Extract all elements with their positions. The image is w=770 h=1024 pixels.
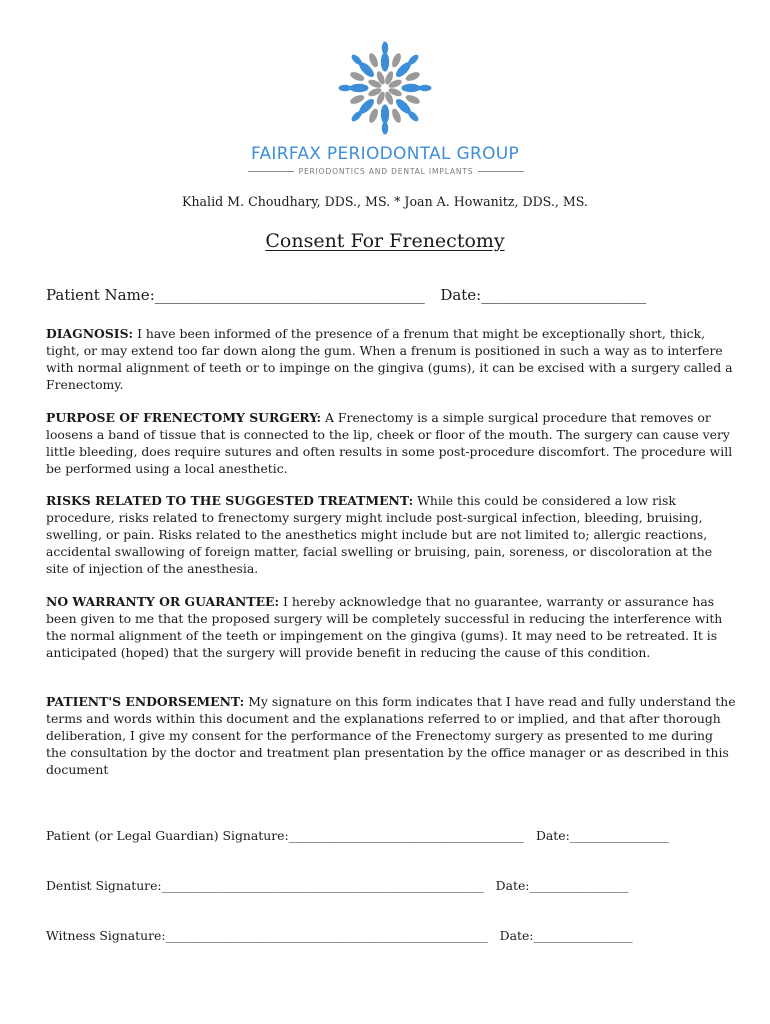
patient-date-field[interactable]: ________________ xyxy=(569,828,669,843)
logo-petal xyxy=(349,70,366,82)
divider xyxy=(478,171,524,172)
risks-heading: RISKS RELATED TO THE SUGGESTED TREATMENT: xyxy=(46,493,414,508)
logo-petal xyxy=(390,52,402,69)
brand-name: FAIRFAX PERIODONTAL GROUP xyxy=(250,144,520,164)
endorsement-text: My signature on this form indicates that I have read and fully understand the terms and words within this document and the explanations referred to or implied, and that after thorough deliberation, I give my consent for the performance of the Frenectomy surgery as presented to me during the consultation by the doctor and treatment plan presentation by the office manager or as described in this document xyxy=(46,694,736,777)
purpose-heading: PURPOSE OF FRENECTOMY SURGERY: xyxy=(46,410,322,425)
warranty-heading: NO WARRANTY OR GUARANTEE: xyxy=(46,594,280,609)
logo-petal xyxy=(402,84,421,92)
patient-name-row xyxy=(46,286,746,304)
logo-petal xyxy=(382,42,388,55)
logo-petal xyxy=(390,107,402,124)
snowflake-logo-icon xyxy=(337,40,433,136)
witness-date-field[interactable]: ________________ xyxy=(533,928,633,943)
witness-date-label: Date: xyxy=(499,928,534,943)
logo-petal xyxy=(339,85,352,91)
diagnosis-section xyxy=(46,326,736,394)
patient-name-field[interactable]: ____________________________________ xyxy=(154,286,425,304)
witness-signature-row xyxy=(46,928,746,943)
patient-signature-row xyxy=(46,828,746,843)
patient-date-label: Date: xyxy=(535,828,570,843)
logo-petal xyxy=(381,105,389,124)
logo xyxy=(0,40,770,136)
date-label: Date: xyxy=(440,286,482,304)
dentist-signature-row xyxy=(46,878,746,893)
logo-petal xyxy=(382,122,388,135)
logo-petal xyxy=(349,93,366,105)
patient-signature-field[interactable]: ______________________________________ xyxy=(288,828,525,843)
dentist-date-label: Date: xyxy=(495,878,530,893)
warranty-section xyxy=(46,594,736,662)
logo-petal xyxy=(367,52,379,69)
document-title: Consent For Frenectomy xyxy=(265,230,505,252)
witness-signature-label: Witness Signature: xyxy=(46,928,166,943)
dentist-signature-field[interactable]: ____________________________________________________ xyxy=(161,878,484,893)
witness-signature-field[interactable]: ____________________________________________________ xyxy=(165,928,488,943)
logo-petal xyxy=(404,93,421,105)
diagnosis-heading: DIAGNOSIS: xyxy=(46,326,134,341)
logo-petal xyxy=(381,53,389,72)
diagnosis-text: I have been informed of the presence of a frenum that might be exceptionally short, thick, tight, or may extend too far down along the gum. When a frenum is positioned in such a way as to interfere with normal alignment of teeth or to impinge on the gingiva (gums), it can be excised with a surgery called a Frenectomy. xyxy=(46,326,733,392)
purpose-section xyxy=(46,410,736,478)
dentist-date-field[interactable]: ________________ xyxy=(529,878,629,893)
dentist-signature-label: Dentist Signature: xyxy=(46,878,162,893)
logo-petal xyxy=(350,84,369,92)
risks-text: While this could be considered a low risk procedure, risks related to frenectomy surgery might include post-surgical infection, bleeding, bruising, swelling, or pain. Risks related to the anesthetics might include but are not limited to; allergic reactions, accidental swallowing of foreign matter, facial swelling or bruising, pain, soreness, or discoloration at the site of injection of the anesthesia. xyxy=(46,493,713,576)
warranty-text: I hereby acknowledge that no guarantee, warranty or assurance has been given to me that the proposed surgery will be completely successful in reducing the interference with the normal alignment of the teeth or impingement on the gingiva (gums). It may need to be retreated. It is anticipated (hoped) that the surgery will provide benefit in reducing the cause of this condition. xyxy=(46,594,723,660)
risks-section xyxy=(46,493,736,578)
logo-petal xyxy=(419,85,432,91)
date-field[interactable]: ______________________ xyxy=(481,286,647,304)
divider xyxy=(248,171,294,172)
purpose-text: A Frenectomy is a simple surgical procedure that removes or loosens a band of tissue that is connected to the lip, cheek or floor of the mouth. The surgery can cause very little bleeding, does require sutures and often results in some post-procedure discomfort. The procedure will be performed using a local anesthetic. xyxy=(46,410,733,476)
endorsement-section xyxy=(46,694,736,779)
patient-signature-label: Patient (or Legal Guardian) Signature: xyxy=(46,828,289,843)
doctors-line: Khalid M. Choudhary, DDS., MS. * Joan A. Howanitz, DDS., MS. xyxy=(182,194,588,209)
patient-name-label: Patient Name: xyxy=(46,286,155,304)
logo-petal xyxy=(404,70,421,82)
logo-petal xyxy=(367,107,379,124)
brand-subtitle-row xyxy=(248,165,524,177)
endorsement-heading: PATIENT'S ENDORSEMENT: xyxy=(46,694,245,709)
brand-subtitle: PERIODONTICS AND DENTAL IMPLANTS xyxy=(298,166,474,176)
